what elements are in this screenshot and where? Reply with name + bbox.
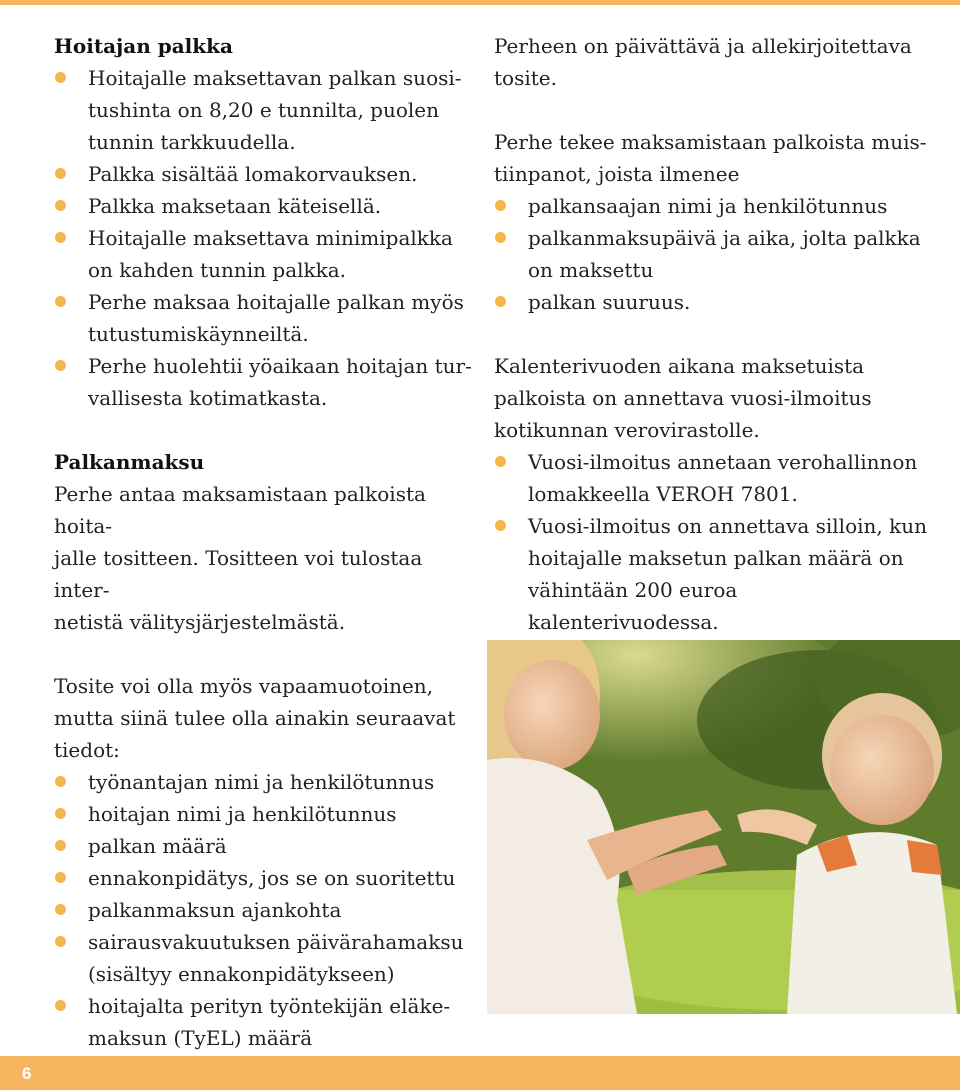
right-column: [494, 30, 934, 638]
bullet-text: tushinta on 8,20 e tunnilta, puolen: [88, 98, 440, 122]
text-line: tiedot:: [54, 738, 120, 762]
photo-illustration: [487, 640, 960, 1014]
text-line: tiinpanot, joista ilmenee: [494, 162, 740, 186]
bullet-item: [494, 190, 934, 222]
bullet-dot-icon: [55, 872, 66, 883]
paragraph-annual-report: [494, 350, 934, 446]
bullet-item: [54, 62, 484, 158]
bullet-text: palkan määrä: [88, 834, 227, 858]
bullet-dot-icon: [55, 360, 66, 371]
text-line: palkoista on annettava vuosi-ilmoitus: [494, 386, 872, 410]
text-line: Perhe antaa maksamistaan palkoista hoita-: [54, 482, 426, 538]
salary-bullets: [54, 62, 484, 414]
bullet-item: [54, 286, 484, 350]
bullet-text: Hoitajalle maksettavan palkan suosi-: [88, 66, 462, 90]
bullet-item: [54, 766, 484, 798]
text-line: mutta siinä tulee olla ainakin seuraavat: [54, 706, 456, 730]
bullet-text: Perhe huolehtii yöaikaan hoitajan tur-: [88, 354, 472, 378]
text-line: tosite.: [494, 66, 557, 90]
bullet-text: maksun (TyEL) määrä: [88, 1026, 313, 1050]
left-column: [54, 30, 484, 1054]
annual-report-bullets: [494, 446, 934, 638]
bullet-dot-icon: [55, 72, 66, 83]
bullet-text: sairausvakuutuksen päivärahamaksu: [88, 930, 464, 954]
heading-palkanmaksu: Palkanmaksu: [54, 450, 205, 474]
bullet-text: (sisältyy ennakonpidätykseen): [88, 962, 395, 986]
bullet-item: [494, 286, 934, 318]
bullet-text: on maksettu: [528, 258, 654, 282]
bullet-text: palkansaajan nimi ja henkilötunnus: [528, 194, 888, 218]
paragraph-tosite-info: [54, 478, 484, 638]
bullet-item: [54, 190, 484, 222]
bullet-text: lomakkeella VEROH 7801.: [528, 482, 798, 506]
bullet-text: Vuosi-ilmoitus on annettava silloin, kun: [528, 514, 927, 538]
bullet-item: [54, 862, 484, 894]
bullet-item: [54, 222, 484, 286]
text-line: jalle tositteen. Tositteen voi tulostaa inter-: [54, 546, 423, 602]
bullet-text: tutustumiskäynneiltä.: [88, 322, 309, 346]
bullet-dot-icon: [55, 776, 66, 787]
bullet-item: [54, 926, 484, 990]
bullet-item: [54, 350, 484, 414]
bottom-accent-bar: [0, 1056, 960, 1090]
text-line: Perhe tekee maksamistaan palkoista muis-: [494, 130, 927, 154]
bullet-dot-icon: [495, 296, 506, 307]
bullet-text: hoitajalle maksetun palkan määrä on: [528, 546, 904, 570]
bullet-item: [54, 798, 484, 830]
records-bullets: [494, 190, 934, 318]
bullet-text: hoitajan nimi ja henkilötunnus: [88, 802, 397, 826]
bullet-text: on kahden tunnin palkka.: [88, 258, 347, 282]
text-line: Kalenterivuoden aikana maksetuista: [494, 354, 865, 378]
bullet-dot-icon: [55, 808, 66, 819]
bullet-dot-icon: [55, 168, 66, 179]
heading-hoitajan-palkka: Hoitajan palkka: [54, 34, 233, 58]
bullet-text: palkan suuruus.: [528, 290, 691, 314]
paragraph-tosite-content: [54, 670, 484, 766]
bullet-dot-icon: [495, 456, 506, 467]
bullet-item: [54, 158, 484, 190]
bullet-text: vähintään 200 euroa kalenterivuodessa.: [528, 578, 738, 634]
bullet-text: palkanmaksupäivä ja aika, jolta palkka: [528, 226, 921, 250]
bullet-item: [494, 510, 934, 638]
bullet-dot-icon: [495, 520, 506, 531]
text-line: kotikunnan verovirastolle.: [494, 418, 760, 442]
bullet-text: työnantajan nimi ja henkilötunnus: [88, 770, 435, 794]
bullet-item: [54, 894, 484, 926]
bullet-dot-icon: [55, 840, 66, 851]
bullet-text: Vuosi-ilmoitus annetaan verohallinnon: [528, 450, 918, 474]
bullet-dot-icon: [495, 232, 506, 243]
bullet-dot-icon: [55, 936, 66, 947]
bullet-dot-icon: [55, 296, 66, 307]
bullet-item: [54, 830, 484, 862]
bullet-dot-icon: [55, 904, 66, 915]
bullet-text: Palkka sisältää lomakorvauksen.: [88, 162, 418, 186]
bullet-text: hoitajalta perityn työntekijän eläke-: [88, 994, 451, 1018]
bullet-text: vallisesta kotimatkasta.: [88, 386, 328, 410]
page-number: 6: [22, 1064, 32, 1083]
bullet-text: ennakonpidätys, jos se on suoritettu: [88, 866, 456, 890]
paragraph-records: [494, 126, 934, 190]
top-accent-bar: [0, 0, 960, 5]
bullet-item: [54, 990, 484, 1054]
woman-and-baby-photo: [487, 640, 960, 1014]
bullet-text: Hoitajalle maksettava minimipalkka: [88, 226, 453, 250]
text-line: Tosite voi olla myös vapaamuotoinen,: [54, 674, 434, 698]
text-line: Perheen on päivättävä ja allekirjoitettava: [494, 34, 912, 58]
tosite-fields-bullets: [54, 766, 484, 1054]
bullet-text: palkanmaksun ajankohta: [88, 898, 342, 922]
bullet-dot-icon: [55, 1000, 66, 1011]
bullet-item: [494, 222, 934, 286]
paragraph-date-sign: [494, 30, 934, 94]
bullet-dot-icon: [55, 200, 66, 211]
bullet-text: Palkka maksetaan käteisellä.: [88, 194, 382, 218]
text-line: netistä välitysjärjestelmästä.: [54, 610, 346, 634]
bullet-text: Perhe maksaa hoitajalle palkan myös: [88, 290, 464, 314]
bullet-dot-icon: [495, 200, 506, 211]
bullet-text: tunnin tarkkuudella.: [88, 130, 296, 154]
bullet-dot-icon: [55, 232, 66, 243]
bullet-item: [494, 446, 934, 510]
